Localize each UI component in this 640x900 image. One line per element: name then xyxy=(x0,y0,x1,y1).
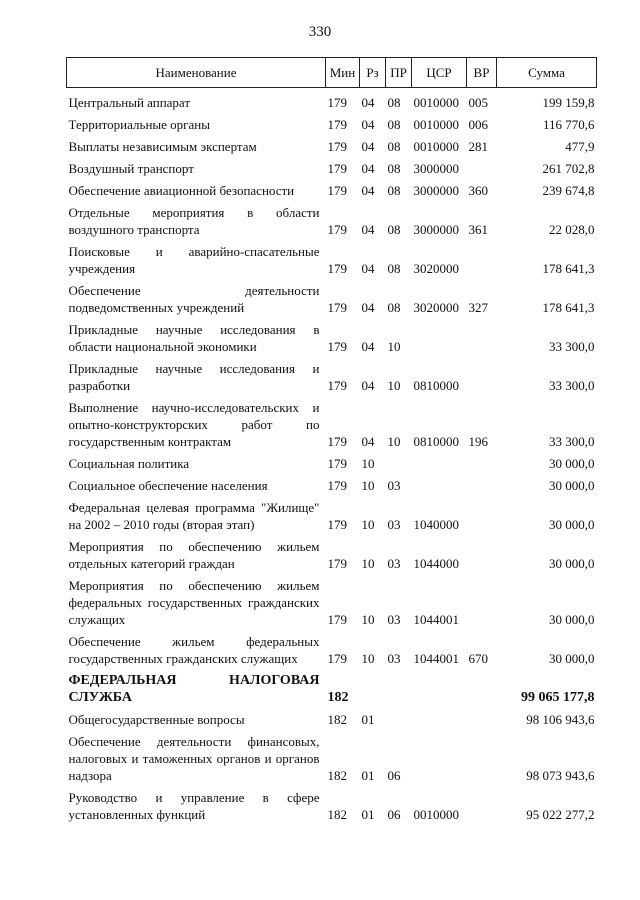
row-name: Воздушный транспорт xyxy=(68,161,194,176)
row-pr: 06 xyxy=(387,768,401,783)
row-pr: 08 xyxy=(387,183,401,198)
row-pr: 03 xyxy=(387,478,401,493)
budget-table xyxy=(66,57,597,826)
row-vr xyxy=(467,709,497,731)
row-rz: 04 xyxy=(361,139,375,154)
header-min: Мин xyxy=(326,58,360,88)
table-row xyxy=(67,88,597,115)
row-pr: 08 xyxy=(387,139,401,154)
table-row xyxy=(67,202,597,241)
row-min: 182 xyxy=(327,768,347,783)
row-name: Поисковые и аварийно-спасательные учреждения xyxy=(68,244,320,276)
header-pr: ПР xyxy=(386,58,412,88)
table-row xyxy=(67,397,597,453)
row-name: Мероприятия по обеспечению жильем федеральных государственных гражданских служащих xyxy=(68,578,320,627)
row-vr xyxy=(467,575,497,631)
row-min: 179 xyxy=(327,517,347,532)
row-name: Мероприятия по обеспечению жильем отдельных категорий граждан xyxy=(68,539,320,571)
row-pr: 03 xyxy=(387,556,401,571)
row-vr xyxy=(467,787,497,826)
table-row xyxy=(67,114,597,136)
row-min: 179 xyxy=(327,434,347,449)
table-row xyxy=(67,180,597,202)
row-csr: 0010000 xyxy=(413,95,459,110)
row-sum: 178 641,3 xyxy=(542,261,595,276)
row-pr: 03 xyxy=(387,517,401,532)
row-rz: 04 xyxy=(361,300,375,315)
row-csr: 3020000 xyxy=(413,261,459,276)
row-name: Социальная политика xyxy=(68,456,190,471)
row-name: Территориальные органы xyxy=(68,117,210,132)
row-rz: 10 xyxy=(361,456,375,471)
row-csr: 0810000 xyxy=(413,378,459,393)
row-rz: 04 xyxy=(361,434,375,449)
row-sum: 22 028,0 xyxy=(549,222,595,237)
row-pr: 10 xyxy=(387,378,401,393)
row-rz: 04 xyxy=(361,378,375,393)
row-rz: 01 xyxy=(361,807,375,822)
row-vr: 006 xyxy=(468,117,488,132)
row-rz: 01 xyxy=(361,712,375,727)
row-csr xyxy=(412,453,467,475)
row-sum: 199 159,8 xyxy=(542,95,595,110)
row-pr: 03 xyxy=(387,612,401,627)
header-rz: Рз xyxy=(360,58,386,88)
row-sum: 95 022 277,2 xyxy=(526,807,595,822)
row-min: 179 xyxy=(327,612,347,627)
row-csr xyxy=(412,731,467,787)
row-vr xyxy=(467,241,497,280)
row-min: 182 xyxy=(327,690,349,705)
row-name: Выполнение научно-исследовательских и опытно-конструкторских работ по государственным контрактам xyxy=(68,400,320,449)
row-min: 179 xyxy=(327,183,347,198)
row-rz: 04 xyxy=(361,117,375,132)
row-sum: 30 000,0 xyxy=(549,456,595,471)
row-sum: 99 065 177,8 xyxy=(521,690,595,705)
row-rz: 04 xyxy=(361,222,375,237)
row-pr: 08 xyxy=(387,95,401,110)
row-sum: 98 106 943,6 xyxy=(526,712,595,727)
table-row xyxy=(67,241,597,280)
row-csr xyxy=(412,670,467,709)
row-csr: 1044000 xyxy=(413,556,459,571)
row-sum: 98 073 943,6 xyxy=(526,768,595,783)
row-rz: 10 xyxy=(361,612,375,627)
row-pr: 08 xyxy=(387,117,401,132)
row-name: Обеспечение жильем федеральных государственных гражданских служащих xyxy=(68,634,320,666)
table-row xyxy=(67,631,597,670)
row-sum: 30 000,0 xyxy=(549,651,595,666)
row-csr: 1044001 xyxy=(413,612,459,627)
row-csr: 3000000 xyxy=(413,161,459,176)
row-name: Общегосударственные вопросы xyxy=(68,712,245,727)
row-rz: 10 xyxy=(361,478,375,493)
row-name: Обеспечение деятельности подведомственных учреждений xyxy=(68,283,320,315)
row-pr: 08 xyxy=(387,261,401,276)
row-vr xyxy=(467,358,497,397)
row-min: 179 xyxy=(327,339,347,354)
row-min: 179 xyxy=(327,161,347,176)
table-row xyxy=(67,280,597,319)
row-vr xyxy=(467,536,497,575)
row-sum: 30 000,0 xyxy=(549,556,595,571)
row-vr xyxy=(467,475,497,497)
row-csr: 3020000 xyxy=(413,300,459,315)
header-name: Наименование xyxy=(67,58,326,88)
row-name: Социальное обеспечение населения xyxy=(68,478,268,493)
row-rz: 10 xyxy=(361,517,375,532)
row-rz: 04 xyxy=(361,161,375,176)
page-number: 330 xyxy=(308,24,332,40)
row-rz: 04 xyxy=(361,95,375,110)
table-row xyxy=(67,670,597,709)
table-header-row xyxy=(67,58,597,88)
row-min: 179 xyxy=(327,300,347,315)
row-name: Обеспечение деятельности финансовых, налоговых и таможенных органов и органов надзора xyxy=(68,734,320,783)
row-csr: 0010000 xyxy=(413,117,459,132)
row-min: 179 xyxy=(327,139,347,154)
row-vr xyxy=(467,670,497,709)
row-min: 179 xyxy=(327,651,347,666)
row-pr xyxy=(386,453,412,475)
row-name: Прикладные научные исследования в области национальной экономики xyxy=(68,322,320,354)
table-row xyxy=(67,136,597,158)
table-row xyxy=(67,453,597,475)
row-name: Прикладные научные исследования и разработки xyxy=(68,361,320,393)
row-csr: 0010000 xyxy=(413,807,459,822)
row-csr: 3000000 xyxy=(413,183,459,198)
row-pr: 03 xyxy=(387,651,401,666)
row-sum: 33 300,0 xyxy=(549,378,595,393)
table-row xyxy=(67,497,597,536)
row-min: 179 xyxy=(327,456,347,471)
row-min: 179 xyxy=(327,222,347,237)
row-rz: 04 xyxy=(361,183,375,198)
row-name: Обеспечение авиационной безопасности xyxy=(68,183,295,198)
row-sum: 33 300,0 xyxy=(549,434,595,449)
row-pr: 08 xyxy=(387,222,401,237)
row-vr xyxy=(467,731,497,787)
row-pr: 08 xyxy=(387,300,401,315)
row-sum: 178 641,3 xyxy=(542,300,595,315)
row-csr: 3000000 xyxy=(413,222,459,237)
row-min: 179 xyxy=(327,478,347,493)
row-min: 182 xyxy=(327,712,347,727)
row-name: Выплаты независимым экспертам xyxy=(68,139,257,154)
row-vr: 196 xyxy=(468,434,488,449)
row-vr xyxy=(467,453,497,475)
row-sum: 33 300,0 xyxy=(549,339,595,354)
row-pr: 10 xyxy=(387,339,401,354)
row-rz: 04 xyxy=(361,339,375,354)
row-pr: 06 xyxy=(387,807,401,822)
row-vr: 360 xyxy=(468,183,488,198)
row-csr xyxy=(412,475,467,497)
row-sum: 30 000,0 xyxy=(549,612,595,627)
row-min: 179 xyxy=(327,95,347,110)
table-row xyxy=(67,787,597,826)
row-vr xyxy=(467,158,497,180)
row-pr xyxy=(386,709,412,731)
row-sum: 261 702,8 xyxy=(542,161,595,176)
row-vr xyxy=(467,497,497,536)
row-csr: 0010000 xyxy=(413,139,459,154)
row-rz xyxy=(360,670,386,709)
table-row xyxy=(67,575,597,631)
row-sum: 30 000,0 xyxy=(549,478,595,493)
row-sum: 239 674,8 xyxy=(542,183,595,198)
row-vr: 327 xyxy=(468,300,488,315)
row-sum: 30 000,0 xyxy=(549,517,595,532)
table-row xyxy=(67,358,597,397)
table-row xyxy=(67,319,597,358)
row-vr xyxy=(467,319,497,358)
row-csr xyxy=(412,319,467,358)
row-name: Отдельные мероприятия в области воздушного транспорта xyxy=(68,205,320,237)
row-csr: 1040000 xyxy=(413,517,459,532)
row-csr: 0810000 xyxy=(413,434,459,449)
row-pr: 10 xyxy=(387,434,401,449)
row-name: Федеральная целевая программа "Жилище" на 2002 – 2010 годы (вторая этап) xyxy=(68,500,320,532)
row-vr: 361 xyxy=(468,222,488,237)
row-name: ФЕДЕРАЛЬНАЯ НАЛОГОВАЯ СЛУЖБА xyxy=(68,673,320,705)
row-rz: 04 xyxy=(361,261,375,276)
row-min: 179 xyxy=(327,117,347,132)
row-min: 179 xyxy=(327,261,347,276)
header-vr: ВР xyxy=(467,58,497,88)
row-vr: 670 xyxy=(468,651,488,666)
row-vr: 281 xyxy=(468,139,488,154)
row-sum: 116 770,6 xyxy=(542,117,595,132)
table-row xyxy=(67,536,597,575)
row-rz: 10 xyxy=(361,651,375,666)
row-pr xyxy=(386,670,412,709)
table-row xyxy=(67,731,597,787)
row-rz: 10 xyxy=(361,556,375,571)
header-sum: Сумма xyxy=(497,58,597,88)
table-body xyxy=(67,88,597,827)
row-rz: 01 xyxy=(361,768,375,783)
row-min: 179 xyxy=(327,556,347,571)
row-name: Руководство и управление в сфере установленных функций xyxy=(68,790,320,822)
table-row xyxy=(67,158,597,180)
table-row xyxy=(67,475,597,497)
row-name: Центральный аппарат xyxy=(68,95,191,110)
row-csr: 1044001 xyxy=(413,651,459,666)
row-min: 179 xyxy=(327,378,347,393)
row-vr: 005 xyxy=(468,95,488,110)
row-sum: 477,9 xyxy=(565,139,595,154)
table-row xyxy=(67,709,597,731)
header-csr: ЦСР xyxy=(412,58,467,88)
row-csr xyxy=(412,709,467,731)
row-pr: 08 xyxy=(387,161,401,176)
row-min: 182 xyxy=(327,807,347,822)
